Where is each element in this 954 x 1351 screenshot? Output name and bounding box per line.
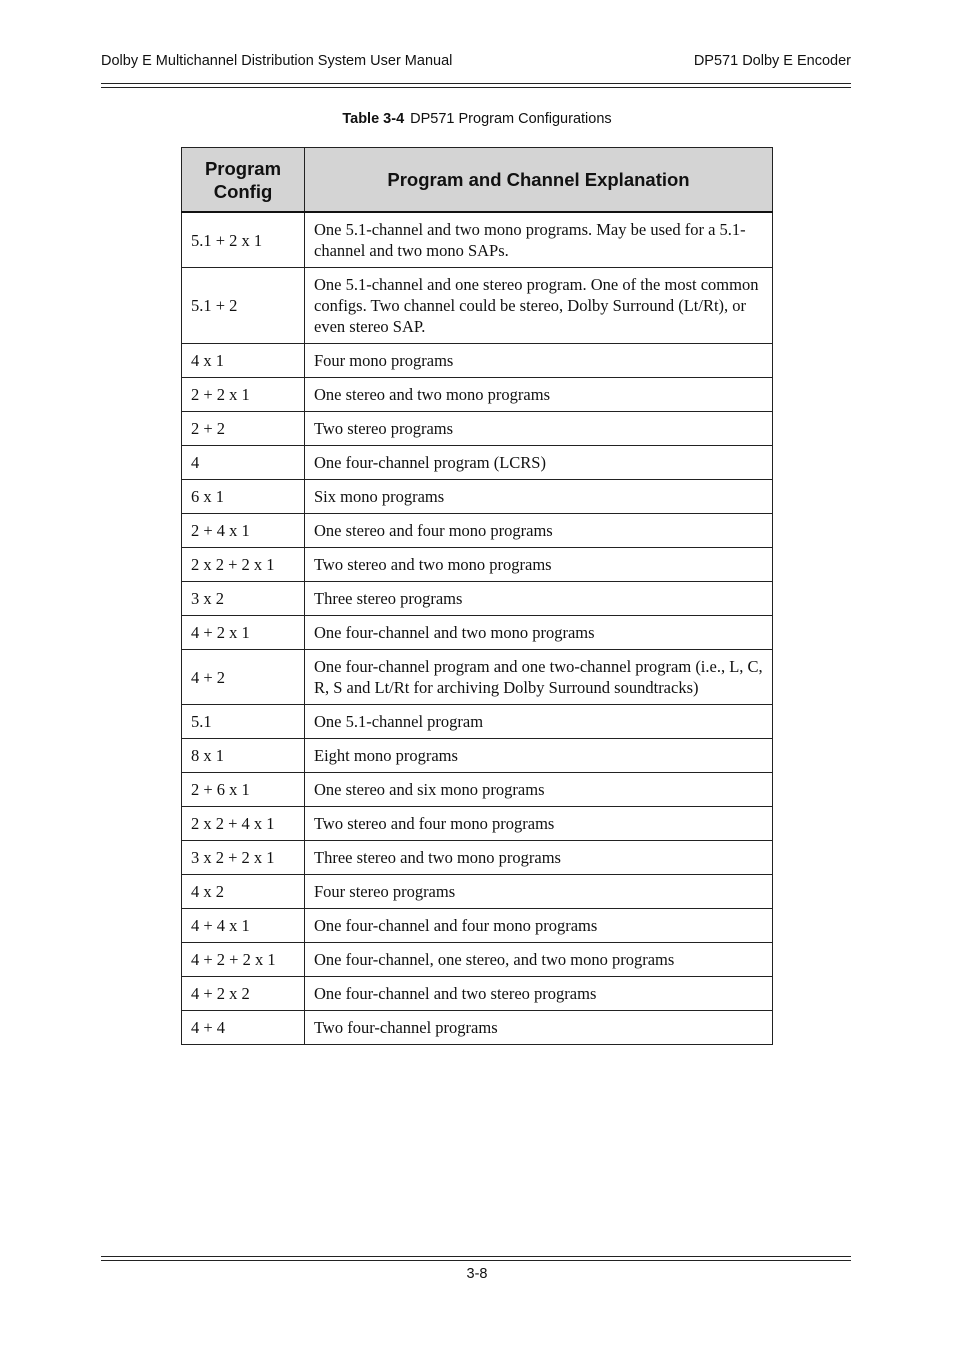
table-row (182, 943, 773, 977)
table-row (182, 480, 773, 514)
cell-explanation: One four-channel and four mono programs (305, 909, 773, 943)
cell-program-config: 2 + 2 (182, 412, 305, 446)
program-config-table (181, 147, 773, 1045)
cell-explanation: Three stereo programs (305, 582, 773, 616)
table-row (182, 582, 773, 616)
table-row (182, 773, 773, 807)
cell-program-config: 4 + 2 x 1 (182, 616, 305, 650)
cell-program-config: 8 x 1 (182, 739, 305, 773)
cell-program-config: 4 (182, 446, 305, 480)
cell-program-config: 4 + 2 + 2 x 1 (182, 943, 305, 977)
table-caption-number: Table 3-4 (342, 111, 405, 127)
cell-explanation: Two stereo and four mono programs (305, 807, 773, 841)
cell-explanation: One 5.1-channel and one stereo program. One of the most common configs. Two channel could be stereo, Dolby Surround (Lt/Rt), or even stereo SAP. (305, 268, 773, 344)
header-divider-secondary (101, 87, 851, 88)
cell-explanation: One stereo and two mono programs (305, 378, 773, 412)
cell-program-config: 2 x 2 + 2 x 1 (182, 548, 305, 582)
table-row (182, 977, 773, 1011)
cell-explanation: Two four-channel programs (305, 1011, 773, 1045)
table-row (182, 514, 773, 548)
cell-explanation: One four-channel and two stereo programs (305, 977, 773, 1011)
cell-explanation: Two stereo and two mono programs (305, 548, 773, 582)
table-row (182, 412, 773, 446)
cell-program-config: 2 + 4 x 1 (182, 514, 305, 548)
cell-program-config: 4 + 4 x 1 (182, 909, 305, 943)
cell-program-config: 5.1 + 2 (182, 268, 305, 344)
table-row (182, 705, 773, 739)
cell-program-config: 2 x 2 + 4 x 1 (182, 807, 305, 841)
cell-explanation: Four stereo programs (305, 875, 773, 909)
cell-explanation: One four-channel program and one two-channel program (i.e., L, C, R, S and Lt/Rt for archiving Dolby Surround soundtracks) (305, 650, 773, 705)
cell-program-config: 3 x 2 + 2 x 1 (182, 841, 305, 875)
table-row (182, 548, 773, 582)
table-row (182, 841, 773, 875)
cell-explanation: One four-channel and two mono programs (305, 616, 773, 650)
table-row (182, 739, 773, 773)
table-row (182, 875, 773, 909)
cell-explanation: One four-channel program (LCRS) (305, 446, 773, 480)
table-row (182, 344, 773, 378)
cell-program-config: 6 x 1 (182, 480, 305, 514)
cell-program-config: 4 + 2 x 2 (182, 977, 305, 1011)
cell-explanation: Eight mono programs (305, 739, 773, 773)
cell-program-config: 3 x 2 (182, 582, 305, 616)
cell-program-config: 5.1 (182, 705, 305, 739)
page-number: 3-8 (466, 1266, 488, 1282)
cell-explanation: One 5.1-channel and two mono programs. May be used for a 5.1-channel and two mono SAPs. (305, 212, 773, 268)
header-product-name: DP571 Dolby E Encoder (693, 53, 851, 69)
header-manual-title: Dolby E Multichannel Distribution System User Manual (101, 53, 453, 69)
table-header-row (182, 148, 773, 213)
cell-program-config: 5.1 + 2 x 1 (182, 212, 305, 268)
table-row (182, 909, 773, 943)
table-caption-title: DP571 Program Configurations (410, 111, 612, 127)
cell-explanation: Six mono programs (305, 480, 773, 514)
cell-explanation: Four mono programs (305, 344, 773, 378)
table-row (182, 446, 773, 480)
column-header-config: Program Config (182, 148, 305, 213)
header-divider (101, 83, 851, 84)
table-row (182, 268, 773, 344)
column-header-explanation: Program and Channel Explanation (305, 148, 773, 213)
table-row (182, 807, 773, 841)
cell-explanation: One stereo and four mono programs (305, 514, 773, 548)
table-row (182, 1011, 773, 1045)
table-caption (0, 111, 954, 127)
cell-program-config: 4 x 1 (182, 344, 305, 378)
cell-explanation: Three stereo and two mono programs (305, 841, 773, 875)
cell-program-config: 2 + 6 x 1 (182, 773, 305, 807)
cell-explanation: One 5.1-channel program (305, 705, 773, 739)
cell-program-config: 4 x 2 (182, 875, 305, 909)
cell-explanation: One four-channel, one stereo, and two mono programs (305, 943, 773, 977)
cell-explanation: Two stereo programs (305, 412, 773, 446)
footer-divider-secondary (101, 1260, 851, 1261)
table-row (182, 616, 773, 650)
table-row (182, 212, 773, 268)
cell-explanation: One stereo and six mono programs (305, 773, 773, 807)
table-row (182, 378, 773, 412)
footer-divider (101, 1256, 851, 1257)
cell-program-config: 4 + 2 (182, 650, 305, 705)
table-row (182, 650, 773, 705)
cell-program-config: 4 + 4 (182, 1011, 305, 1045)
cell-program-config: 2 + 2 x 1 (182, 378, 305, 412)
